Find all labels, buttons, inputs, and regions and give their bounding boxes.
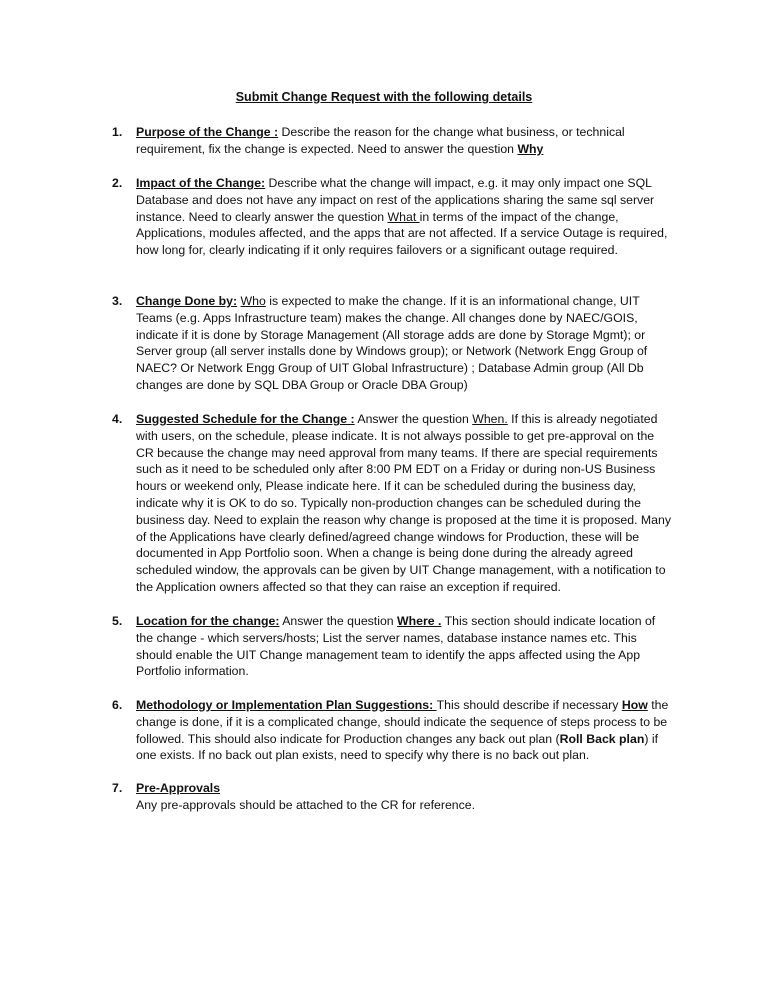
item-heading: Suggested Schedule for the Change : — [136, 412, 355, 426]
item-number: 2. — [112, 176, 123, 190]
document-title: Submit Change Request with the following details — [235, 90, 533, 104]
item-text: the change is done, if it is a complicated change, should indicate the sequence of steps process to be followed. This should also indicate for Production changes any back out plan ( — [136, 698, 669, 746]
item-text: Answer the question — [279, 614, 398, 628]
list-item-location — [112, 613, 672, 680]
item-number: 6. — [112, 698, 123, 712]
item-text: If this is already negotiated with users, on the schedule, please indicate. It is not always possible to get pre-approval on the CR because the change may need approval from many teams. If there are special requirements such as it need to be scheduled only after 8:00 PM EDT on a Friday or during non-US Business hours or weekend only, Please indicate here. If it can be scheduled during the business day, indicate why it is OK to do so. Typically non-production changes can be scheduled during the business day. Need to explain the reason why change is proposed at the time it is proposed. Many of the Applications have clearly defined/agreed change windows for Production, these will be documented in App Portfolio soon. When a change is being done during the already agreed scheduled window, the approvals can be given by UIT Change management, with a notification to the Application owners affected so that they can raise an exception if required. — [136, 412, 671, 594]
list-item-schedule — [112, 411, 672, 596]
item-text: This should describe if necessary — [436, 698, 622, 712]
item-number: 3. — [112, 294, 123, 308]
item-key-term: What — [387, 209, 420, 224]
item-key-term: Where . — [397, 614, 442, 628]
item-text: Any pre-approvals should be attached to the CR for reference. — [136, 797, 476, 812]
item-key-term: How — [621, 698, 648, 712]
item-key-term: When. — [472, 412, 508, 426]
item-text: This section should indicate location of the change - which servers/hosts; List the server names, database instance names etc. This should enable the UIT Change management team to identify the apps affected using the App Portfolio information. — [136, 614, 656, 679]
item-text: Answer the question — [354, 412, 473, 426]
list-item-purpose — [112, 124, 672, 158]
item-number: 1. — [112, 125, 123, 139]
item-number: 7. — [112, 781, 123, 795]
item-key-term: Why — [517, 141, 544, 156]
item-text: in terms of the impact of the change, Applications, modules affected, and the apps that are not affected. If a service Outage is required, how long for, clearly indicating if it only requires failovers or a significant outage required. — [136, 209, 668, 258]
list-item-pre-approvals — [112, 780, 672, 814]
item-bold-phrase: Roll Back plan — [559, 731, 645, 746]
item-number: 5. — [112, 614, 123, 628]
item-text: is expected to make the change. If it is an informational change, UIT Teams (e.g. Apps Infrastructure team) makes the change. All changes done by NAEC/GOIS, indicate if it is done by Storage Management (All storage adds are done by Storage Mgmt); or Server group (all server installs done by Windows group); or Network (Network Engg Group of NAEC? Or Network Engg Group of UIT Global Infrastructure) ; Database Admin group (All Db changes are done by SQL DBA Group or Oracle DBA Group) — [136, 294, 648, 392]
item-text: Describe the reason for the change what business, or technical requirement, fix the change is expected. Need to answer the question — [136, 125, 625, 156]
list-item-change-done-by — [112, 293, 672, 394]
item-heading: Location for the change: — [136, 614, 280, 628]
item-heading: Pre-Approvals — [136, 781, 221, 795]
item-key-term: Who — [240, 294, 266, 308]
item-heading: Methodology or Implementation Plan Suggestions: — [136, 698, 437, 712]
item-text: ) if one exists. If no back out plan exists, need to specify why there is no back out plan. — [136, 731, 658, 763]
item-number: 4. — [112, 412, 123, 426]
item-heading: Impact of the Change: — [136, 176, 266, 190]
item-heading: Purpose of the Change : — [136, 125, 279, 139]
list-item-impact — [112, 175, 672, 259]
item-heading: Change Done by: — [136, 294, 238, 308]
item-text: Describe what the change will impact, e.g. it may only impact one SQL Database and does not have any impact on rest of the applications sharing the same sql server instance. Need to clearly answer the question — [136, 176, 655, 224]
list-item-methodology — [112, 697, 672, 764]
